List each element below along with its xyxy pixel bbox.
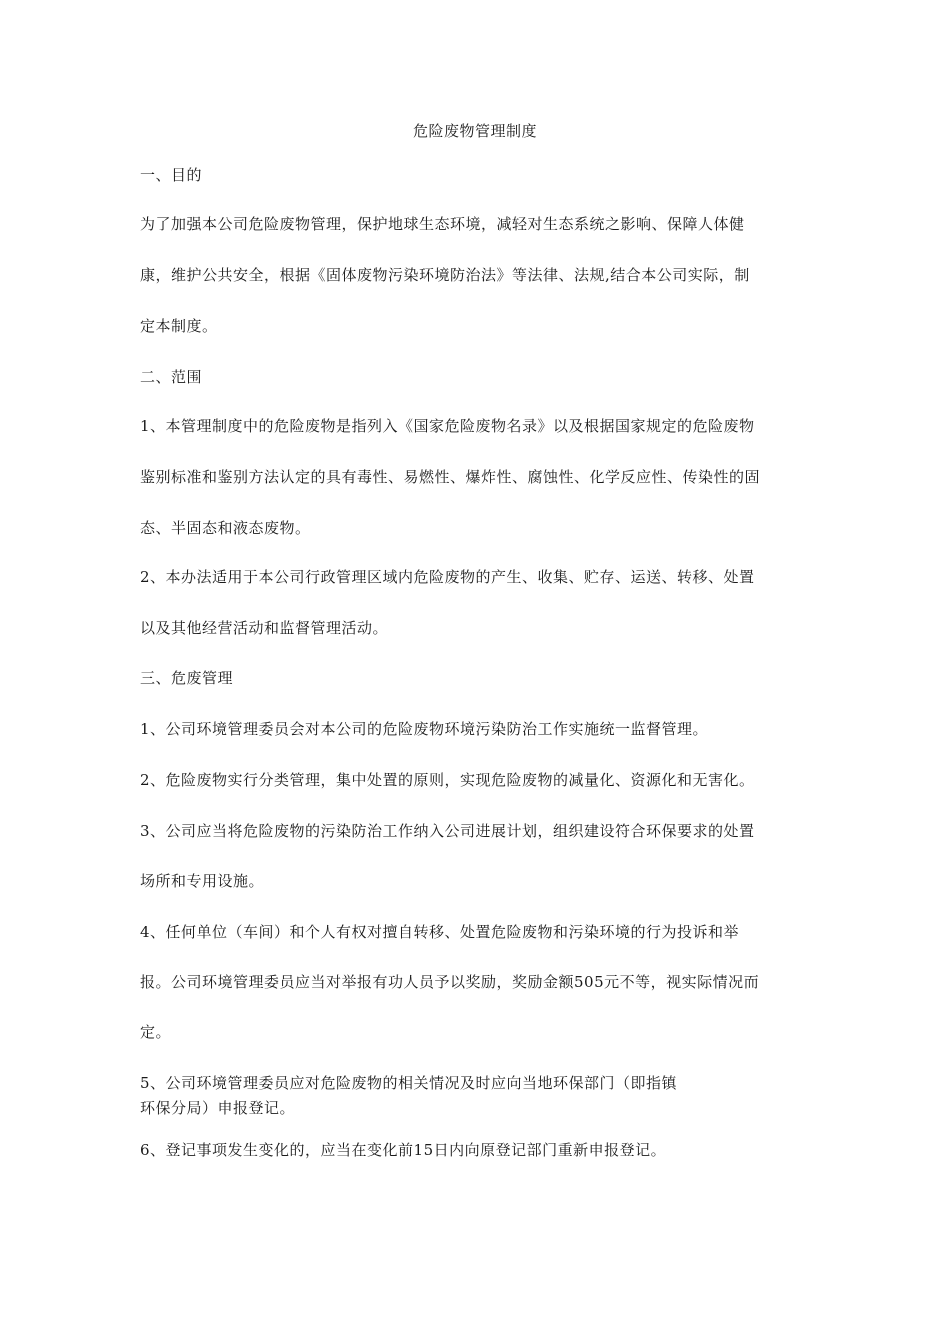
section-heading-purpose: 一、目的: [140, 166, 203, 184]
paragraph-line: 场所和专用设施。: [140, 872, 265, 890]
paragraph-line: 态、半固态和液态废物。: [140, 519, 311, 537]
paragraph-line: 1、公司环境管理委员会对本公司的危险废物环境污染防治工作实施统一监督管理。: [140, 720, 709, 738]
paragraph-line: 为了加强本公司危险废物管理，保护地球生态环境，减轻对生态系统之影响、保障人体健: [140, 215, 745, 233]
paragraph-line: 报。公司环境管理委员应当对举报有功人员予以奖励，奖励金额505元不等，视实际情况而: [140, 973, 760, 991]
paragraph-line: 3、公司应当将危险废物的污染防治工作纳入公司进展计划，组织建设符合环保要求的处置: [140, 822, 755, 840]
paragraph-line: 康，维护公共安全，根据《固体废物污染环境防治法》等法律、法规,结合本公司实际，制: [140, 266, 750, 284]
paragraph-line: 定。: [140, 1023, 172, 1041]
section-heading-management: 三、危废管理: [140, 669, 234, 687]
paragraph-line: 1、本管理制度中的危险废物是指列入《国家危险废物名录》以及根据国家规定的危险废物: [140, 417, 755, 435]
paragraph-line: 环保分局）申报登记。: [140, 1099, 296, 1117]
paragraph-line: 6、登记事项发生变化的，应当在变化前15日内向原登记部门重新申报登记。: [140, 1141, 667, 1159]
paragraph-line: 2、危险废物实行分类管理，集中处置的原则，实现危险废物的减量化、资源化和无害化。: [140, 771, 755, 789]
paragraph-line: 鉴别标准和鉴别方法认定的具有毒性、易燃性、爆炸性、腐蚀性、化学反应性、传染性的固: [140, 468, 761, 486]
paragraph-line: 以及其他经营活动和监督管理活动。: [140, 619, 389, 637]
paragraph-line: 定本制度。: [140, 317, 218, 335]
paragraph-line: 4、任何单位（车间）和个人有权对擅自转移、处置危险废物和污染环境的行为投诉和举: [140, 923, 740, 941]
paragraph-line: 5、公司环境管理委员应对危险废物的相关情况及时应向当地环保部门（即指镇: [140, 1074, 678, 1092]
paragraph-line: 2、本办法适用于本公司行政管理区域内危险废物的产生、收集、贮存、运送、转移、处置: [140, 568, 755, 586]
document-title: 危险废物管理制度: [412, 122, 537, 140]
section-heading-scope: 二、范围: [140, 368, 203, 386]
